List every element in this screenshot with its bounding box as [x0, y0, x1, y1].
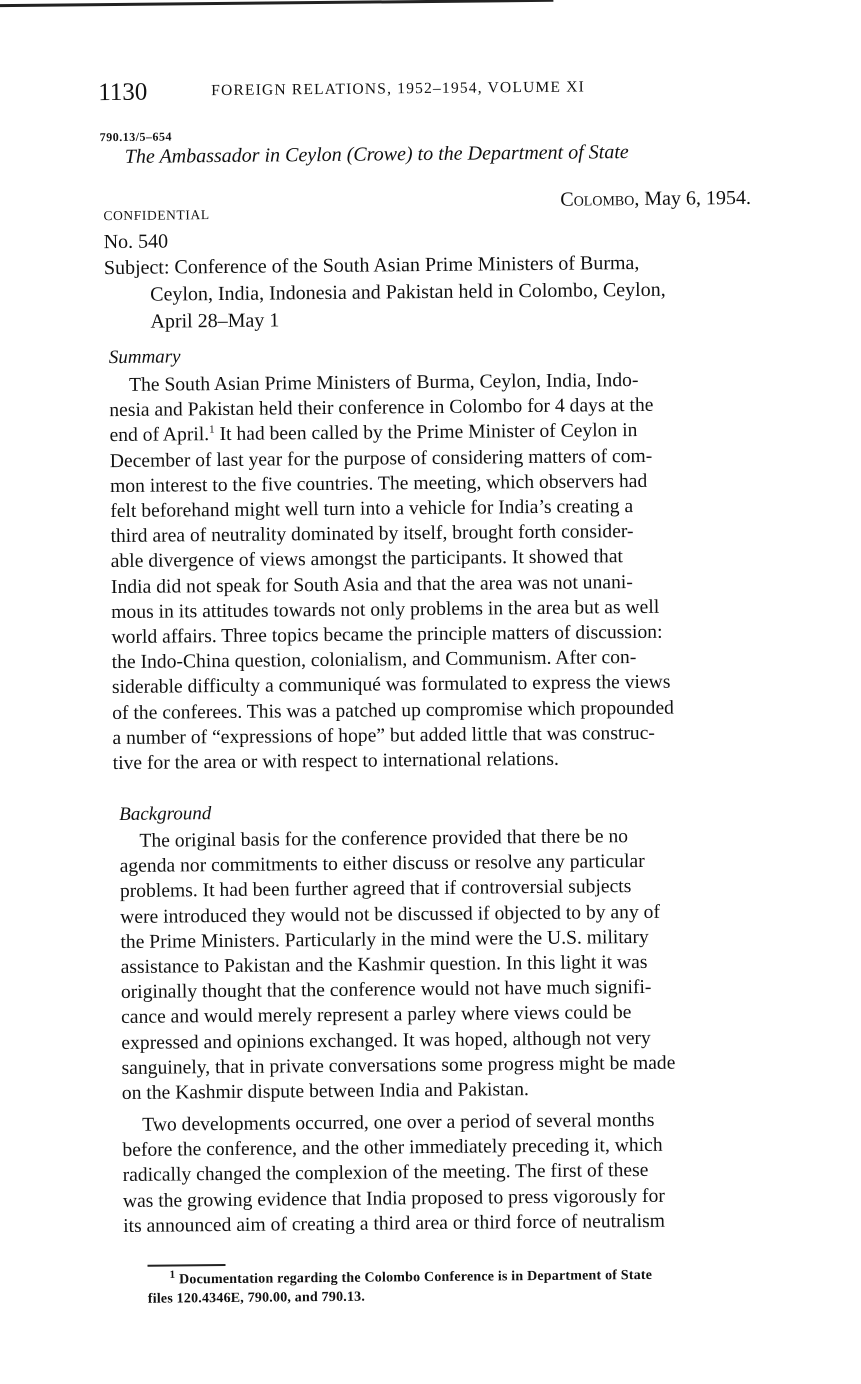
text-line: felt beforehand might well turn into a vehicle for India’s creating a: [110, 496, 634, 523]
document-number: No. 540: [103, 230, 169, 254]
text-line: expressed and opinions exchanged. It was hoped, although not very: [121, 1027, 651, 1054]
text-line: The South Asian Prime Ministers of Burma, Ceylon, India, Indo-: [128, 369, 639, 396]
text-line: siderable difficulty a communiqué was formulated to express the views: [111, 672, 671, 699]
classification: CONFIDENTIAL: [103, 207, 210, 224]
text-line: cance and would merely represent a parley where views could be: [121, 1002, 632, 1029]
text-line: originally thought that the conference would not have much signifi-: [120, 977, 652, 1004]
text-line: mous in its attitudes towards not only problems in the area but as well: [111, 596, 660, 623]
page-number: 1130: [98, 78, 148, 107]
summary-heading: Summary: [108, 346, 181, 369]
text-line: the Prime Ministers. Particularly in the mind were the U.S. military: [120, 926, 649, 953]
subject-line: April 28–May 1: [150, 309, 280, 333]
footnote-marker: 1: [169, 1268, 176, 1281]
text-line: mon interest to the five countries. The meeting, which observers had: [109, 470, 648, 497]
text-line: December of last year for the purpose of considering matters of com-: [109, 445, 653, 472]
top-border-line: [0, 0, 553, 7]
text-line: before the conference, and the other immediately preceding it, which: [122, 1134, 663, 1162]
subject-line: Ceylon, India, Indonesia and Pakistan held in Colombo, Ceylon,: [150, 278, 666, 306]
background-heading: Background: [119, 803, 212, 825]
text-line: was the growing evidence that India proposed to press vigorously for: [122, 1185, 665, 1212]
footnote-line: files 120.4346E, 790.00, and 790.13.: [147, 1289, 366, 1307]
text-line: were introduced they would not be discussed if objected to by any of: [120, 901, 661, 928]
text-line: Two developments occurred, one over a period of several months: [142, 1109, 655, 1136]
text-fragment: Documentation regarding the Colombo Conference is in Department of State: [175, 1267, 653, 1288]
text-fragment: It had been called by the Prime Minister of Ceylon in: [214, 420, 638, 446]
text-line: world affairs. Three topics became the principle matters of discussion:: [111, 621, 663, 649]
text-line: The original basis for the conference provided that there be no: [139, 826, 629, 852]
text-line: radically changed the complexion of the meeting. The first of these: [122, 1160, 649, 1187]
text-line: on the Kashmir dispute between India and Pakistan.: [121, 1079, 529, 1105]
file-number: 790.13/5–654: [99, 129, 173, 145]
text-line: its announced aim of creating a third area or third force of neutralism: [123, 1210, 666, 1237]
text-line: third area of neutrality dominated by itself, brought forth consider-: [110, 521, 634, 548]
text-line: the Indo-China question, colonialism, and Communism. After con-: [111, 647, 637, 674]
summary-paragraph: [109, 366, 813, 776]
dateline: [560, 187, 751, 212]
text-fragment: end of April.: [109, 424, 210, 447]
text-line: nesia and Pakistan held their conference in Colombo for 4 days at the: [109, 395, 654, 422]
text-line: able divergence of views amongst the participants. It showed that: [110, 546, 624, 573]
text-line: India did not speak for South Asia and that the area was not unani-: [110, 571, 633, 598]
background-paragraph-2: [122, 1106, 823, 1239]
volume-title: FOREIGN RELATIONS, 1952–1954, VOLUME XI: [211, 78, 586, 100]
text-line: problems. It had been further agreed that if controversial subjects: [119, 876, 632, 903]
footnote-divider: [148, 1264, 226, 1266]
subject: [104, 248, 805, 336]
footnote-marker: 1: [209, 423, 215, 436]
dateline-place: Colombo: [560, 188, 635, 211]
text-line: a number of “expressions of hope” but added little that was construc-: [112, 722, 656, 749]
text-line: assistance to Pakistan and the Kashmir question. In this light it was: [120, 951, 648, 978]
running-header: [98, 72, 798, 111]
dateline-date: , May 6, 1954.: [634, 186, 752, 211]
text-line: tive for the area or with respect to international relations.: [112, 748, 559, 775]
document-title: The Ambassador in Ceylon (Crowe) to the Department of State: [124, 141, 629, 168]
background-paragraph-1: [119, 822, 822, 1106]
subject-line: Subject: Conference of the South Asian Prime Ministers of Burma,: [103, 251, 640, 280]
text-line: agenda nor commitments to either discuss or resolve any particular: [119, 851, 645, 878]
text-line: of the conferees. This was a patched up compromise which propounded: [112, 697, 675, 724]
footnote: [148, 1264, 838, 1309]
text-line: sanguinely, that in private conversations some progress might be made: [121, 1052, 676, 1079]
